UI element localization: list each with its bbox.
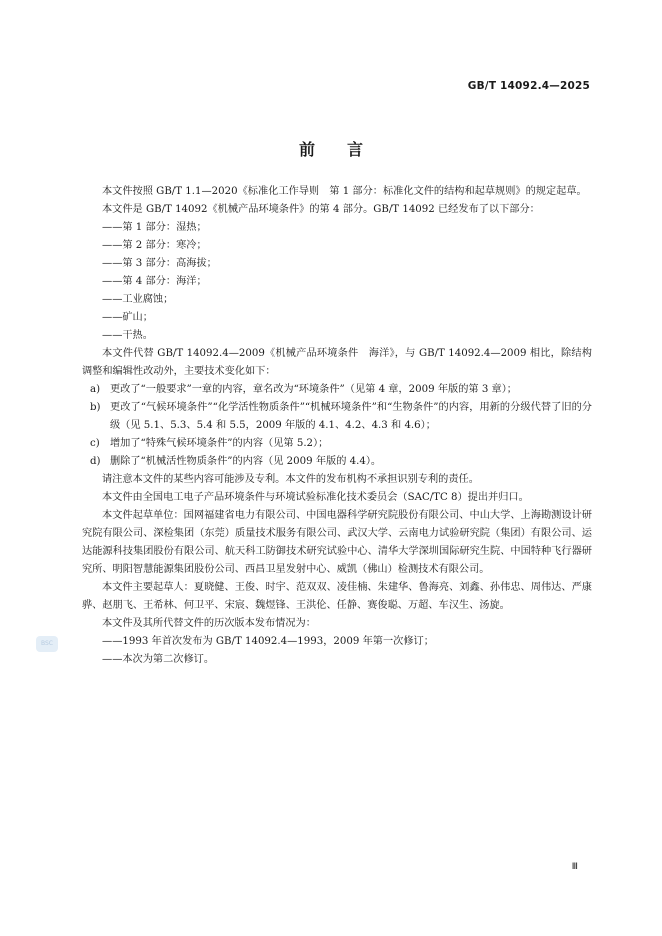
paragraph: 本文件及其所代替文件的历次版本发布情况为：: [102, 618, 316, 629]
change-label: b): [90, 402, 101, 413]
watermark-logo: BSC: [36, 636, 58, 652]
page-number: Ⅲ: [571, 862, 578, 872]
change-item: [82, 381, 592, 399]
list-item: ——矿山；: [102, 312, 153, 323]
change-text: 更改了“一般要求”一章的内容，章名改为“环境条件”（见第 4 章，2009 年版的第 3 章）；: [110, 384, 517, 395]
paragraph: 本文件起草单位：国网福建省电力有限公司、中国电器科学研究院股份有限公司、中山大学、上海勘测设计研究院有限公司、深检集团（东莞）质量技术服务有限公司、武汉大学、云南电力试验研究院（集团）有限公司、运达能源科技集团股份有限公司、航天科工防御技术研究试验中心、清华大学深圳国际研究生院、中国特种飞行器研究所、明阳智慧能源集团股份公司、西昌卫星发射中心、威凯（佛山）检测技术有限公司。: [82, 510, 592, 575]
page-title: 前 言: [298, 140, 363, 159]
paragraph: 本文件主要起草人：夏晓健、王俊、时宇、范双双、凌佳楠、朱建华、鲁海亮、刘鑫、孙伟忠、周伟达、严康骅、赵朋飞、王希林、何卫平、宋宸、魏煜锋、王洪伦、任静、赛俊聪、万超、车汉生、汤旋。: [82, 582, 592, 611]
change-text: 增加了“特殊气候环境条件”的内容（见第 5.2）；: [110, 438, 329, 449]
change-label: c): [90, 438, 100, 449]
list-item: ——工业腐蚀；: [102, 294, 174, 305]
list-item: ——第 4 部分：海洋；: [102, 276, 207, 287]
change-item: [82, 453, 592, 471]
list-item: ——第 1 部分：湿热；: [102, 222, 207, 233]
paragraph: 本文件代替 GB/T 14092.4—2009《机械产品环境条件 海洋》，与 GB/T 14092.4—2009 相比，除结构调整和编辑性改动外，主要技术变化如下：: [82, 348, 592, 377]
paragraph: 本文件按照 GB/T 1.1—2020《标准化工作导则 第 1 部分：标准化文件的结构和起草规则》的规定起草。: [102, 186, 587, 197]
list-item: ——第 2 部分：寒冷；: [102, 240, 207, 251]
document-body: [82, 183, 592, 669]
change-label: d): [90, 456, 101, 467]
change-text: 删除了“机械活性物质条件”的内容（见 2009 年版的 4.4）。: [110, 456, 382, 467]
change-item: [82, 399, 592, 435]
change-text: 更改了“气候环境条件”“化学活性物质条件”“机械环境条件”和“生物条件”的内容，用新的分级代替了旧的分级（见 5.1、5.3、5.4 和 5.5，2009 年版的 4.1、4.2、4.3 和 4.6）；: [110, 402, 592, 431]
standard-code: GB/T 14092.4—2025: [467, 80, 590, 92]
change-label: a): [90, 384, 101, 395]
paragraph: 本文件由全国电工电子产品环境条件与环境试验标准化技术委员会（SAC/TC 8）提出并归口。: [102, 492, 529, 503]
list-item: ——本次为第二次修订。: [102, 654, 215, 665]
paragraph: 本文件是 GB/T 14092《机械产品环境条件》的第 4 部分。GB/T 14092 已经发布了以下部分：: [102, 204, 540, 215]
change-item: [82, 435, 592, 453]
paragraph: 请注意本文件的某些内容可能涉及专利。本文件的发布机构不承担识别专利的责任。: [102, 474, 479, 485]
list-item: ——干热。: [102, 330, 153, 341]
list-item: ——1993 年首次发布为 GB/T 14092.4—1993，2009 年第一次修订；: [102, 636, 434, 647]
list-item: ——第 3 部分：高海拔；: [102, 258, 217, 269]
